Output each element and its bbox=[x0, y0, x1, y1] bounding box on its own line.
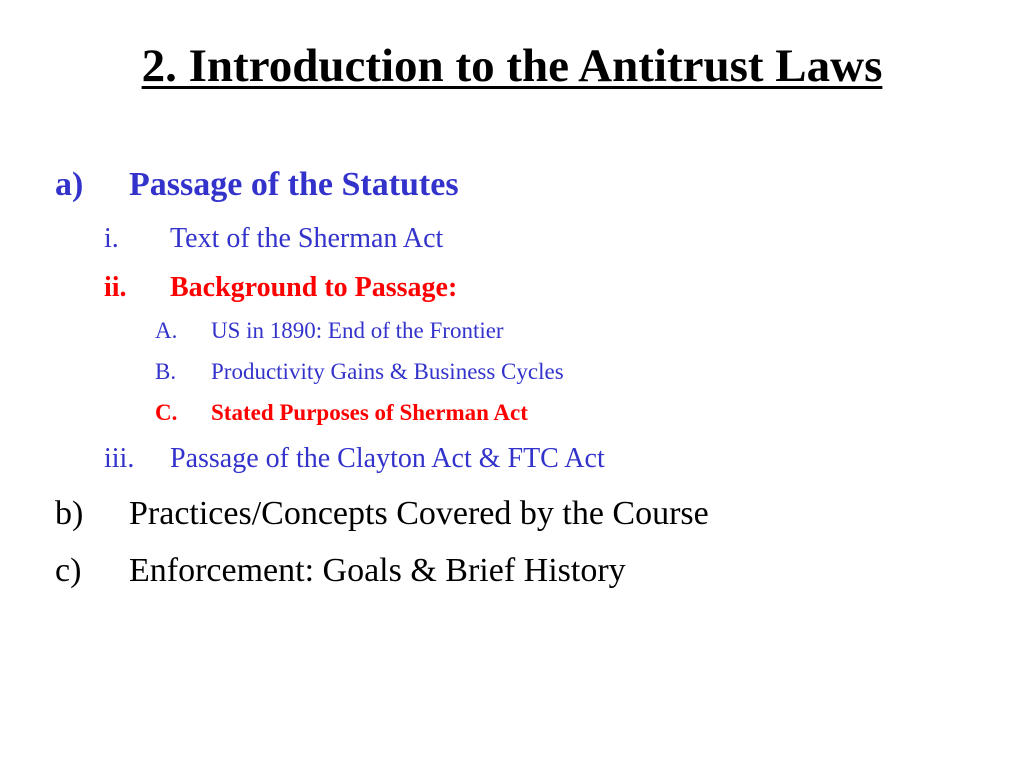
outline-marker: c) bbox=[55, 552, 82, 589]
outline-marker: B. bbox=[155, 359, 177, 384]
slide-title bbox=[0, 36, 1024, 96]
outline-text: Stated Purposes of Sherman Act bbox=[211, 400, 528, 425]
outline-marker: a) bbox=[55, 166, 84, 203]
outline-text: Productivity Gains & Business Cycles bbox=[211, 359, 564, 384]
outline-marker: C. bbox=[155, 400, 178, 425]
outline-text: US in 1890: End of the Frontier bbox=[211, 318, 504, 343]
outline-marker: i. bbox=[104, 223, 119, 254]
outline-marker: b) bbox=[55, 495, 84, 532]
outline-text: Text of the Sherman Act bbox=[170, 223, 444, 254]
outline-marker: ii. bbox=[104, 272, 127, 303]
outline-text: Background to Passage: bbox=[170, 272, 458, 303]
outline-text: Passage of the Statutes bbox=[129, 166, 459, 203]
outline-text: Enforcement: Goals & Brief History bbox=[129, 552, 626, 589]
outline-text: Practices/Concepts Covered by the Course bbox=[129, 495, 709, 532]
slide-title-text: 2. Introduction to the Antitrust Laws bbox=[141, 40, 883, 92]
outline-marker: A. bbox=[155, 318, 178, 343]
outline-text: Passage of the Clayton Act & FTC Act bbox=[170, 443, 605, 474]
outline-marker: iii. bbox=[104, 443, 135, 474]
